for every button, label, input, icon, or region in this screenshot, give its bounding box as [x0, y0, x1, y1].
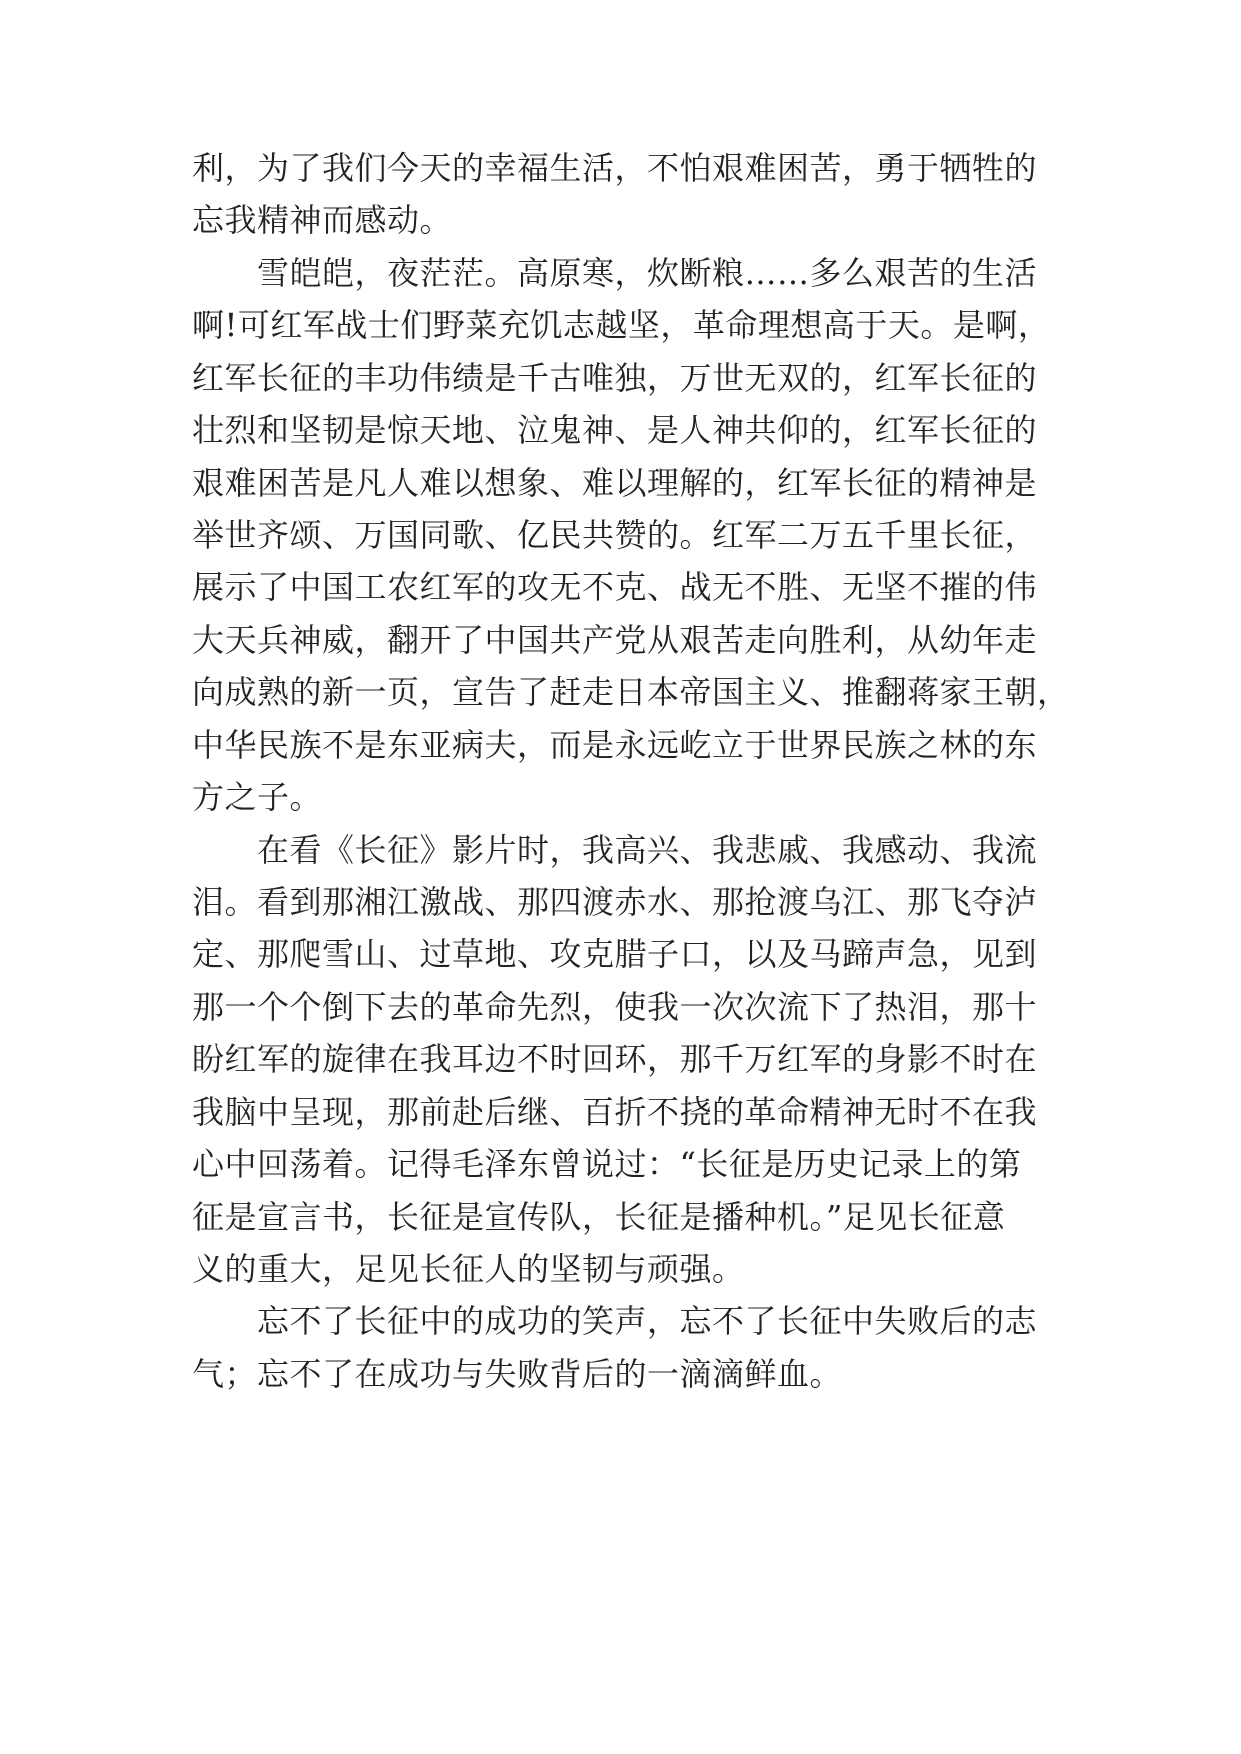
text-line: 举世齐颂、万国同歌、亿民共赞的。红军二万五千里长征，: [192, 516, 1038, 554]
text-line: 气；忘不了在成功与失败背后的一滴滴鲜血。: [192, 1355, 843, 1393]
text-line: 展示了中国工农红军的攻无不克、战无不胜、无坚不摧的伟: [192, 568, 1038, 606]
text-line: 方之子。: [192, 778, 323, 816]
text-line: 红军长征的丰功伟绩是千古唯独，万世无双的，红军长征的: [192, 359, 1038, 397]
text-line: 忘不了长征中的成功的笑声，忘不了长征中失败后的志: [192, 1302, 1038, 1340]
text-line: 义的重大，足见长征人的坚韧与顽强。: [192, 1250, 745, 1288]
text-line: 中华民族不是东亚病夫，而是永远屹立于世界民族之林的东: [192, 726, 1038, 764]
text-line: 向成熟的新一页，宣告了赶走日本帝国主义、推翻蒋家王朝，: [192, 673, 1070, 711]
text-line: 那一个个倒下去的革命先烈，使我一次次流下了热泪，那十: [192, 988, 1038, 1026]
text-line: 征是宣言书，长征是宣传队，长征是播种机。”足见长征意: [192, 1198, 1006, 1236]
text-line: 雪皑皑，夜茫茫。高原寒，炊断粮……多么艰苦的生活: [192, 254, 1038, 292]
text-line: 啊!可红军战士们野菜充饥志越坚，革命理想高于天。是啊，: [192, 306, 1051, 344]
text-line: 忘我精神而感动。: [192, 201, 453, 239]
text-line: 泪。看到那湘江激战、那四渡赤水、那抢渡乌江、那飞夺泸: [192, 883, 1038, 921]
text-line: 壮烈和坚韧是惊天地、泣鬼神、是人神共仰的，红军长征的: [192, 411, 1038, 449]
text-line: 盼红军的旋律在我耳边不时回环，那千万红军的身影不时在: [192, 1040, 1038, 1078]
text-line: 大天兵神威，翻开了中国共产党从艰苦走向胜利，从幼年走: [192, 621, 1038, 659]
text-line: 我脑中呈现，那前赴后继、百折不挠的革命精神无时不在我: [192, 1093, 1038, 1131]
text-line: 定、那爬雪山、过草地、攻克腊子口，以及马蹄声急，见到: [192, 935, 1038, 973]
text-line: 利，为了我们今天的幸福生活，不怕艰难困苦，勇于牺牲的: [192, 149, 1038, 187]
text-line: 在看《长征》影片时，我高兴、我悲戚、我感动、我流: [192, 831, 1038, 869]
text-line: 心中回荡着。记得毛泽东曾说过：“长征是历史记录上的第: [192, 1145, 1022, 1183]
text-line: 艰难困苦是凡人难以想象、难以理解的，红军长征的精神是: [192, 464, 1038, 502]
